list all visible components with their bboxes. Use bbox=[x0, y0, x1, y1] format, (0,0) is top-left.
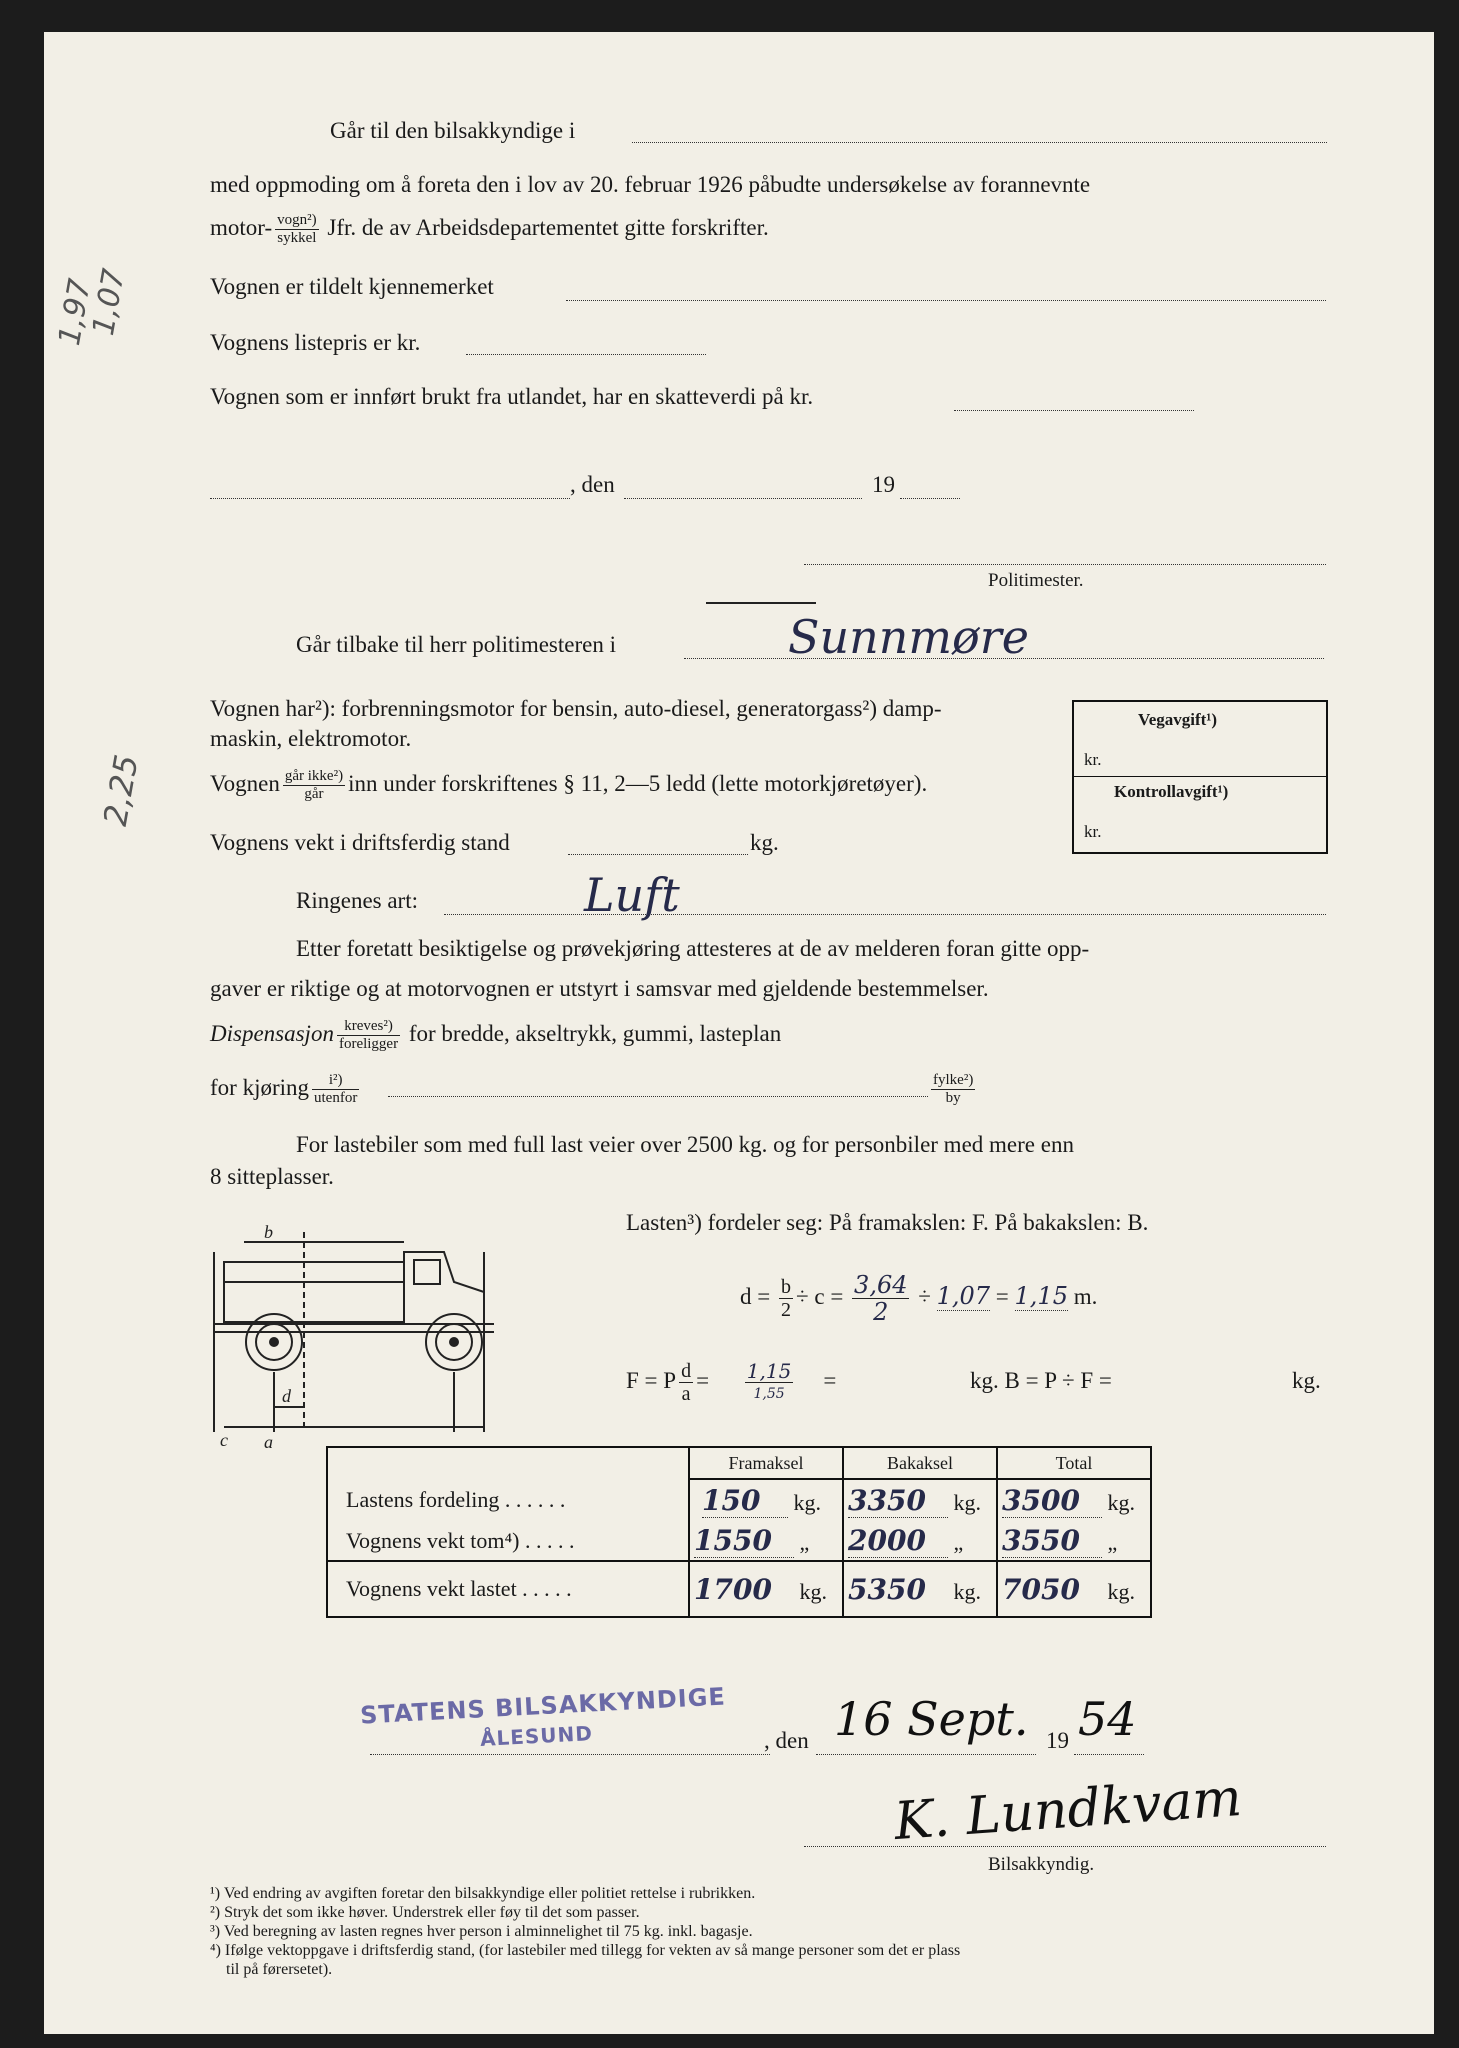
forskrift-prefix: Vognen bbox=[210, 770, 280, 796]
f-rest: kg. B = P ÷ F = bbox=[970, 1368, 1112, 1393]
d-div: ÷ bbox=[918, 1283, 931, 1309]
table-row bbox=[327, 1561, 1151, 1617]
f-unit: kg. bbox=[1292, 1368, 1321, 1393]
f-da-frac bbox=[679, 1360, 693, 1405]
skatteverdi-field[interactable] bbox=[954, 410, 1194, 411]
load-table bbox=[326, 1446, 1152, 1618]
listepris-field[interactable] bbox=[466, 354, 706, 355]
signature-value: K. Lundkvam bbox=[892, 1767, 1244, 1853]
table-corner bbox=[327, 1447, 689, 1479]
attest-line1: Etter foretatt besiktigelse og prøvekjøring attesteres at de av melderen foran gitte opp- bbox=[296, 936, 1090, 961]
value-tom-bakaksel: 2000 bbox=[848, 1524, 948, 1558]
motor-type-line2: maskin, elektromotor. bbox=[210, 726, 412, 751]
unit-kg: kg. bbox=[799, 1578, 827, 1604]
margin-note-2: 1,07 bbox=[86, 266, 133, 339]
f-eq1: = bbox=[696, 1367, 710, 1393]
value-fordeling-bakaksel: 3350 bbox=[848, 1484, 948, 1518]
value-lastet-framaksel: 1700 bbox=[694, 1572, 772, 1606]
disp-prefix: Dispensasjon bbox=[210, 1020, 334, 1046]
cell-tom-bakaksel bbox=[843, 1521, 997, 1561]
f-d: d bbox=[681, 1360, 692, 1382]
load-table-wrap bbox=[326, 1446, 1152, 1618]
vekt-label: Vognens vekt i driftsferdig stand bbox=[210, 830, 510, 855]
disp-suffix: for bredde, akseltrykk, gummi, lasteplan bbox=[408, 1020, 782, 1046]
f-lhs: F = P bbox=[626, 1367, 677, 1393]
header-bakaksel: Bakaksel bbox=[843, 1447, 997, 1479]
d-two: 2 bbox=[780, 1299, 791, 1321]
year-field-2[interactable] bbox=[1074, 1754, 1144, 1755]
bilsakkyndig-label: Bilsakkyndig. bbox=[988, 1854, 1095, 1875]
kjennemerke-label: Vognen er tildelt kjennemerket bbox=[210, 274, 494, 299]
disp-line bbox=[210, 1018, 781, 1053]
cell-tom-framaksel bbox=[689, 1521, 843, 1561]
date-field-2[interactable] bbox=[816, 1754, 1036, 1755]
forskrift-line bbox=[210, 768, 927, 803]
diagram-label-d: d bbox=[282, 1386, 291, 1406]
disp-frac-den: foreligger bbox=[338, 1036, 399, 1052]
d-b: b bbox=[780, 1276, 791, 1298]
year-value: 54 bbox=[1078, 1692, 1137, 1746]
value-lastet-bakaksel: 5350 bbox=[848, 1572, 926, 1606]
footnote-1: ¹) Ved endring av avgiften foretar den bilsakkyndige eller politiet rettelse i rubrikken. bbox=[210, 1885, 756, 1902]
ringenes-value: Luft bbox=[584, 868, 680, 922]
d-lhs: d = bbox=[740, 1283, 776, 1309]
header-total: Total bbox=[997, 1447, 1151, 1479]
footnote-3: ³) Ved beregning av lasten regnes hver person i alminnelighet til 75 kg. inkl. bagasje. bbox=[210, 1923, 753, 1940]
cell-fordeling-total bbox=[997, 1479, 1151, 1521]
kjoring-fraction-2 bbox=[928, 1072, 978, 1107]
footnote-4: ⁴) Ifølge vektoppgave i driftsferdig stand, (for lastebiler med tillegg for vekten av så mange personer som det er plass bbox=[210, 1942, 961, 1959]
motor-frac-den: sykkel bbox=[277, 230, 317, 246]
d-unit: m. bbox=[1073, 1283, 1098, 1309]
skatteverdi-label: Vognen som er innført brukt fra utlandet, har en skatteverdi på kr. bbox=[210, 384, 814, 409]
signature-field[interactable] bbox=[804, 1846, 1326, 1847]
table-row bbox=[327, 1479, 1151, 1521]
vegavgift-kr: kr. bbox=[1084, 750, 1102, 769]
diagram-label-c: c bbox=[220, 1430, 228, 1450]
ditto-mark: „ bbox=[1107, 1529, 1118, 1555]
truck-diagram bbox=[204, 1212, 604, 1452]
ringenes-label: Ringenes art: bbox=[296, 888, 418, 913]
form-page bbox=[44, 32, 1434, 2034]
value-tom-total: 3550 bbox=[1002, 1524, 1102, 1558]
motor-prefix: motor- bbox=[210, 214, 273, 240]
vekt-unit: kg. bbox=[750, 830, 779, 855]
f-hand-frac bbox=[745, 1360, 794, 1405]
row-label-tom: Vognens vekt tom⁴) . . . . . bbox=[327, 1521, 689, 1561]
unit-kg: kg. bbox=[953, 1489, 981, 1515]
lasten-line: Lasten³) fordeler seg: På framakslen: F. På bakakslen: B. bbox=[626, 1210, 1149, 1235]
kjoring-frac2-den: by bbox=[945, 1090, 961, 1106]
ringenes-field[interactable] bbox=[444, 914, 1326, 915]
attest-line2: gaver er riktige og at motorvognen er utstyrt i samsvar med gjeldende bestemmelser. bbox=[210, 976, 989, 1001]
gaar-til-field[interactable] bbox=[632, 142, 1327, 143]
motor-frac-num: vogn²) bbox=[277, 212, 317, 228]
f-hand-num: 1,15 bbox=[746, 1359, 792, 1383]
d-mid: ÷ c = bbox=[795, 1283, 844, 1309]
cell-lastet-bakaksel bbox=[843, 1561, 997, 1617]
forskrift-suffix: inn under forskriftenes § 11, 2—5 ledd (lette motorkjøretøyer). bbox=[348, 770, 928, 796]
f-eq2: = bbox=[823, 1367, 837, 1393]
kjoring-frac2-num: fylke²) bbox=[933, 1072, 974, 1088]
motor-fraction bbox=[275, 212, 319, 247]
d-hand-frac bbox=[852, 1272, 909, 1325]
kjoring-frac-num: i²) bbox=[312, 1072, 359, 1090]
disp-fraction bbox=[337, 1018, 400, 1053]
year-prefix-1: 19 bbox=[872, 472, 895, 497]
kjoring-field[interactable] bbox=[388, 1096, 928, 1097]
forskrift-fraction bbox=[283, 768, 345, 803]
den-label-2: , den bbox=[764, 1728, 809, 1753]
kjoring-frac2 bbox=[931, 1072, 975, 1107]
f-formula bbox=[626, 1360, 836, 1405]
kjoring-prefix: for kjøring bbox=[210, 1074, 310, 1100]
unit-kg: kg. bbox=[1107, 1578, 1135, 1604]
tilbake-value: Sunnmøre bbox=[788, 610, 1029, 664]
vegavgift-label: Vegavgift¹) bbox=[1138, 710, 1218, 729]
table-row bbox=[327, 1521, 1151, 1561]
gaar-til-label: Går til den bilsakkyndige i bbox=[330, 118, 576, 143]
politimester-sign-field[interactable] bbox=[804, 564, 1326, 565]
kjennemerke-field[interactable] bbox=[566, 300, 1326, 301]
f-a: a bbox=[681, 1383, 691, 1405]
year-prefix-2: 19 bbox=[1046, 1728, 1069, 1753]
motor-type-line1: Vognen har²): forbrenningsmotor for bensin, auto-diesel, generatorgass²) damp- bbox=[210, 696, 942, 721]
year-field-1[interactable] bbox=[900, 498, 960, 499]
margin-note-3: 2,25 bbox=[96, 751, 146, 829]
date-value: 16 Sept. bbox=[834, 1692, 1029, 1746]
unit-kg: kg. bbox=[793, 1489, 821, 1515]
stamp-line-1: STATENS BILSAKKYNDIGE bbox=[359, 1682, 727, 1730]
kjoring-frac-den: utenfor bbox=[314, 1090, 358, 1106]
d-formula bbox=[740, 1272, 1097, 1325]
motor-suffix: Jfr. de av Arbeidsdepartementet gitte forskrifter. bbox=[327, 214, 769, 240]
disp-frac-num: kreves²) bbox=[337, 1018, 400, 1036]
motor-line bbox=[210, 212, 769, 247]
place-field-2[interactable] bbox=[370, 1754, 770, 1755]
cell-lastet-framaksel bbox=[689, 1561, 843, 1617]
value-fordeling-total: 3500 bbox=[1002, 1484, 1102, 1518]
d-hand-res: 1,15 bbox=[1014, 1281, 1068, 1310]
kontrollavgift-label: Kontrollavgift¹) bbox=[1114, 782, 1229, 801]
row-label-lastet: Vognens vekt lastet . . . . . bbox=[327, 1561, 689, 1617]
stamp-line-2: ÅLESUND bbox=[479, 1721, 594, 1751]
cell-tom-total bbox=[997, 1521, 1151, 1561]
d-eq: = bbox=[995, 1283, 1009, 1309]
listepris-label: Vognens listepris er kr. bbox=[210, 330, 421, 355]
oppmoding-text: med oppmoding om å foreta den i lov av 20. februar 1926 påbudte undersøkelse av forannevnte bbox=[210, 172, 1091, 197]
value-tom-framaksel: 1550 bbox=[694, 1524, 794, 1558]
diagram-label-a: a bbox=[264, 1432, 273, 1452]
tilbake-label: Går tilbake til herr politimesteren i bbox=[296, 632, 616, 657]
f-hand-den: 1,55 bbox=[753, 1386, 785, 1402]
date-field-1[interactable] bbox=[624, 498, 862, 499]
ditto-mark: „ bbox=[799, 1529, 810, 1555]
separator-line bbox=[706, 602, 816, 604]
unit-kg: kg. bbox=[1107, 1489, 1135, 1515]
lastebil-line1: For lastebiler som med full last veier over 2500 kg. og for personbiler med mere enn bbox=[296, 1132, 1074, 1157]
header-framaksel: Framaksel bbox=[689, 1447, 843, 1479]
cell-lastet-total bbox=[997, 1561, 1151, 1617]
row-label-fordeling: Lastens fordeling . . . . . . bbox=[327, 1479, 689, 1521]
value-lastet-total: 7050 bbox=[1002, 1572, 1080, 1606]
cell-fordeling-bakaksel bbox=[843, 1479, 997, 1521]
d-hand-den: 2 bbox=[873, 1298, 889, 1326]
forskrift-frac-num: går ikke²) bbox=[284, 768, 344, 784]
fees-box bbox=[1072, 700, 1328, 854]
unit-kg: kg. bbox=[953, 1578, 981, 1604]
footnote-2: ²) Stryk det som ikke høver. Understrek eller føy til det som passer. bbox=[210, 1904, 640, 1921]
cell-fordeling-framaksel bbox=[689, 1479, 843, 1521]
value-fordeling-framaksel: 150 bbox=[702, 1484, 788, 1518]
politimester-label: Politimester. bbox=[988, 570, 1084, 591]
d-hand-num: 3,64 bbox=[854, 1271, 908, 1299]
fees-divider bbox=[1074, 776, 1326, 777]
d-hand-c: 1,07 bbox=[936, 1281, 991, 1310]
margin-note-1: 1,97 bbox=[52, 276, 99, 349]
kjoring-line bbox=[210, 1072, 362, 1107]
footnote-4-cont: til på førersetet). bbox=[226, 1961, 333, 1978]
den-label-1: , den bbox=[570, 472, 615, 497]
d-b-frac bbox=[779, 1276, 793, 1321]
vekt-field[interactable] bbox=[568, 854, 748, 855]
place-field-1[interactable] bbox=[210, 498, 570, 499]
lastebil-line2: 8 sitteplasser. bbox=[210, 1164, 334, 1189]
kjoring-fraction bbox=[312, 1072, 359, 1107]
diagram-label-b: b bbox=[264, 1222, 273, 1242]
kontrollavgift-kr: kr. bbox=[1084, 822, 1102, 841]
ditto-mark: „ bbox=[953, 1529, 964, 1555]
forskrift-frac-den: går bbox=[304, 786, 324, 802]
